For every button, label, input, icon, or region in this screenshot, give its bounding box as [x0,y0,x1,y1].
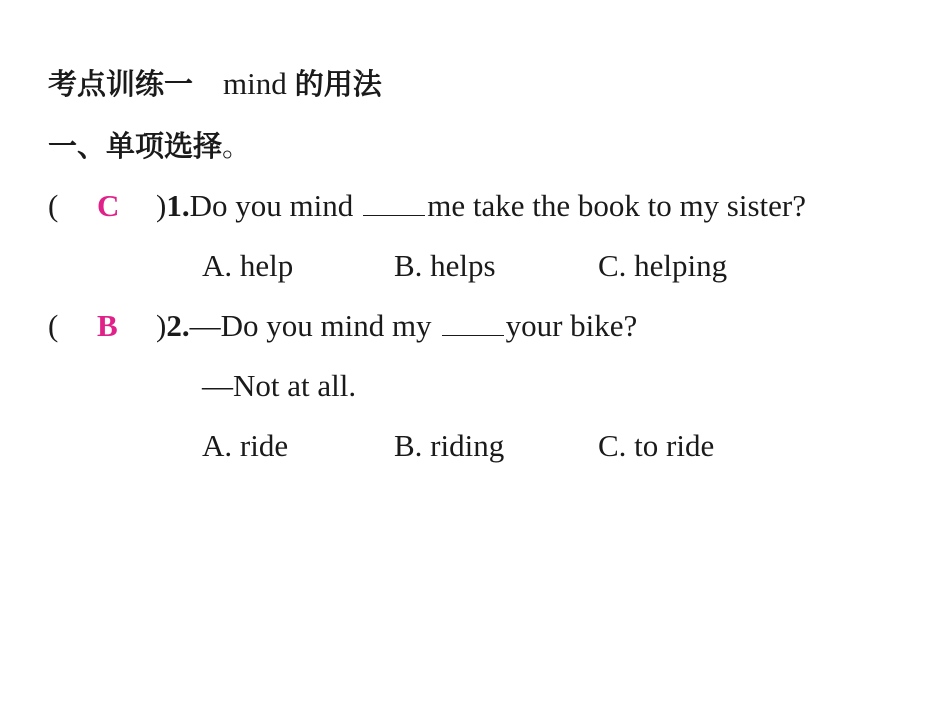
section-heading-label: 一、单项选择 [48,129,223,163]
question-1-option-c: C. helping [598,248,728,283]
question-1-options [0,246,950,286]
question-2-text-after: your bike? [505,308,638,343]
question-2-text-before: —Do you mind my [189,308,432,343]
answer-paren-open: ( [48,308,59,343]
lesson-title-cn: 考点训练一 [48,67,194,101]
section-heading [48,126,251,166]
question-2-reply: —Not at all. [202,368,357,403]
question-2-options [0,426,950,466]
question-2-option-b: B. riding [394,428,505,463]
question-2-stem [156,306,637,346]
question-1 [0,186,950,226]
question-1-blank [363,189,425,216]
answer-1: C [97,188,120,223]
question-2-number: 2. [166,308,190,343]
question-2-option-c: C. to ride [598,428,715,463]
question-2-option-a: A. ride [202,428,289,463]
question-1-text-after: me take the book to my sister? [427,188,806,223]
question-2 [0,306,950,346]
question-1-option-a: A. help [202,248,294,283]
question-1-option-b: B. helps [394,248,496,283]
answer-paren-close: ) [156,188,167,223]
answer-paren-open: ( [48,188,59,223]
lesson-title [48,64,382,104]
section-heading-mark: 。 [222,129,252,163]
question-1-stem [156,186,806,226]
answer-paren-close: ) [156,308,167,343]
question-1-number: 1. [166,188,190,223]
question-2-blank [442,309,504,336]
lesson-title-keyword: mind [223,66,287,101]
question-1-text-before: Do you mind [189,188,354,223]
answer-2: B [97,308,118,343]
lesson-title-suffix: 的用法 [294,67,382,101]
